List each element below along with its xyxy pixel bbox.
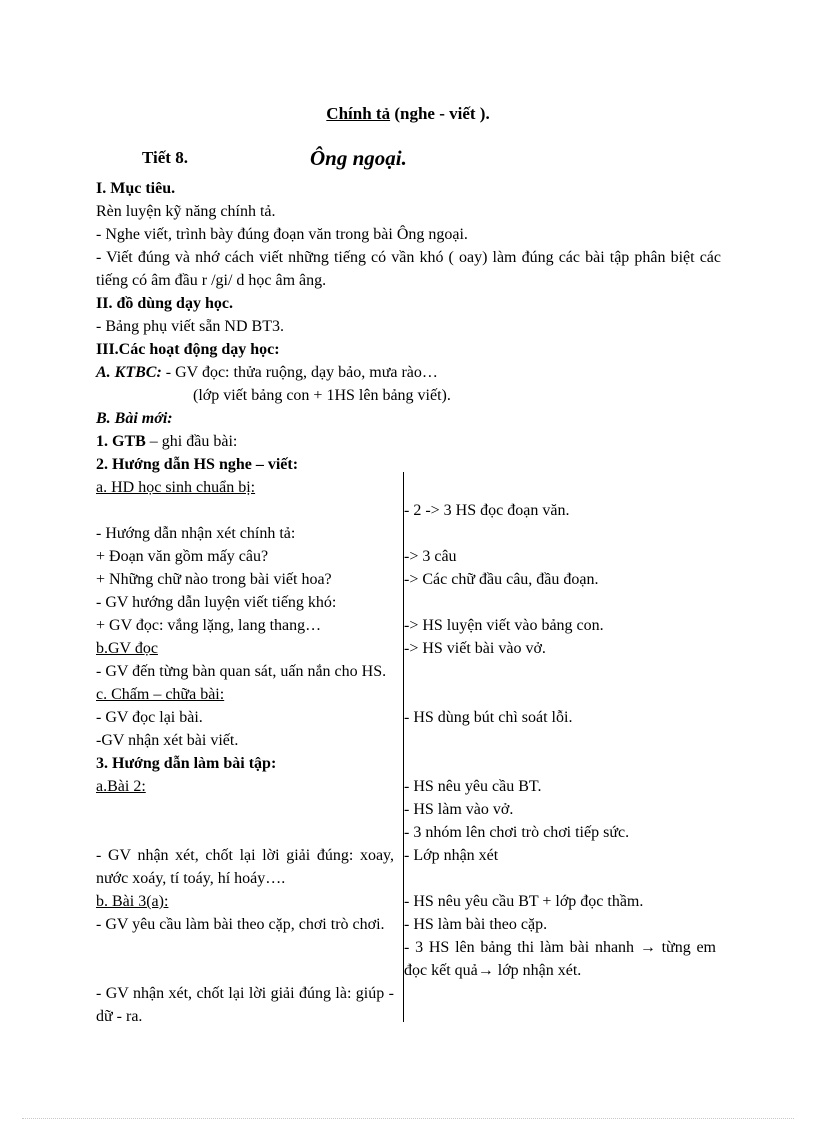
student-activity: - Lớp nhận xét <box>404 847 499 864</box>
page-footer-border <box>22 1118 794 1119</box>
table-row <box>96 821 716 844</box>
document-body <box>96 177 721 476</box>
student-activity: - HS nêu yêu cầu BT + lớp đọc thầm. <box>404 893 644 910</box>
goal-line: - Viết đúng và nhớ cách viết những tiếng có vần khó ( oay) làm đúng các bài tập phân biệt các tiếng có âm đầu r /gi/ d học âm âng. <box>96 249 721 289</box>
table-row <box>96 499 716 522</box>
ktbc-line <box>96 361 721 384</box>
lesson-number: Tiết 8. <box>142 148 188 167</box>
teacher-activity: + Đoạn văn gồm mấy câu? <box>96 548 269 565</box>
table-row <box>96 568 716 591</box>
table-row <box>96 637 716 660</box>
gtb-text: – ghi đầu bài: <box>145 433 238 450</box>
tools-line: - Bảng phụ viết sẵn ND BT3. <box>96 318 284 335</box>
new-lesson-heading: B. Bài mới: <box>96 410 173 427</box>
teacher-activity: - GV nhận xét, chốt lại lời giải đúng là: giúp - dữ - ra. <box>96 985 394 1025</box>
student-activity: - 3 nhóm lên chơi trò chơi tiếp sức. <box>404 824 630 841</box>
activity-table <box>96 476 716 1028</box>
teacher-activity: c. Chấm – chữa bài: <box>96 686 225 703</box>
ktbc-label: A. KTBC: <box>96 364 162 381</box>
student-activity: - HS dùng bút chì soát lỗi. <box>404 709 573 726</box>
teacher-activity: b. Bài 3(a): <box>96 893 169 910</box>
student-activity: -> 3 câu <box>404 548 457 565</box>
gtb-line <box>96 430 721 453</box>
student-activity <box>398 591 716 614</box>
teacher-activity: 3. Hướng dẫn làm bài tập: <box>96 755 277 772</box>
guide-heading: 2. Hướng dẫn HS nghe – viết: <box>96 456 299 473</box>
teacher-activity: a. HD học sinh chuẩn bị: <box>96 479 256 496</box>
table-row <box>96 683 716 706</box>
student-activity: -> HS viết bài vào vở. <box>404 640 546 657</box>
subject-suffix: (nghe - viết ). <box>390 104 490 123</box>
lesson-name: Ông ngoại. <box>310 146 407 170</box>
teacher-activity: - GV yêu cầu làm bài theo cặp, chơi trò chơi. <box>96 916 385 933</box>
table-row <box>96 890 716 913</box>
student-activity: - 2 -> 3 HS đọc đoạn văn. <box>404 502 570 519</box>
table-row <box>96 752 716 775</box>
teacher-activity: b.GV đọc <box>96 640 158 657</box>
activities-heading: III.Các hoạt động dạy học: <box>96 341 280 358</box>
table-row <box>96 476 716 499</box>
teacher-activity: - GV hướng dẫn luyện viết tiếng khó: <box>96 594 337 611</box>
student-activity: - HS làm vào vở. <box>404 801 514 818</box>
student-activity <box>398 522 716 545</box>
teacher-activity <box>96 798 398 821</box>
student-activity: - HS nêu yêu cầu BT. <box>404 778 542 795</box>
student-activity: -> HS luyện viết vào bảng con. <box>404 617 604 634</box>
table-row <box>96 775 716 798</box>
table-row <box>96 913 716 982</box>
teacher-activity: - GV nhận xét, chốt lại lời giải đúng: xoay, nước xoáy, tí toáy, hí hoáy…. <box>96 847 394 887</box>
teacher-activity: - Hướng dẫn nhận xét chính tả: <box>96 525 296 542</box>
goals-heading: I. Mục tiêu. <box>96 180 176 197</box>
ktbc-text: - GV đọc: thửa ruộng, dạy bảo, mưa rào… <box>161 364 438 381</box>
teacher-activity: -GV nhận xét bài viết. <box>96 732 239 749</box>
teacher-activity <box>96 821 398 844</box>
student-activity <box>398 476 716 499</box>
table-row <box>96 729 716 752</box>
student-activity <box>398 729 716 752</box>
teacher-activity: a.Bài 2: <box>96 778 146 795</box>
student-activity: -> Các chữ đầu câu, đầu đoạn. <box>404 571 599 588</box>
table-row <box>96 798 716 821</box>
table-row <box>96 591 716 614</box>
student-activity <box>398 660 716 683</box>
table-row <box>96 522 716 545</box>
tools-heading: II. đồ dùng dạy học. <box>96 295 233 312</box>
teacher-activity <box>96 499 398 522</box>
goal-line: - Nghe viết, trình bày đúng đoạn văn trong bài Ông ngoại. <box>96 226 468 243</box>
table-row <box>96 844 716 890</box>
page-title <box>0 104 816 124</box>
table-row <box>96 614 716 637</box>
student-activity <box>398 683 716 706</box>
table-row <box>96 706 716 729</box>
gtb-label: 1. GTB <box>96 433 146 450</box>
teacher-activity: - GV đọc lại bài. <box>96 709 203 726</box>
goal-line: Rèn luyện kỹ năng chính tả. <box>96 203 276 220</box>
student-activity <box>398 982 716 1028</box>
student-activity <box>398 752 716 775</box>
student-activity: - HS làm bài theo cặp. - 3 HS lên bảng thi làm bài nhanh → từng em đọc kết quả→ lớp nhận xét. <box>404 916 716 979</box>
table-row <box>96 982 716 1028</box>
subject-title: Chính tả <box>326 104 391 123</box>
table-row <box>96 545 716 568</box>
table-row <box>96 660 716 683</box>
ktbc-note: (lớp viết bảng con + 1HS lên bảng viết). <box>193 387 451 404</box>
teacher-activity: + Những chữ nào trong bài viết hoa? <box>96 571 332 588</box>
teacher-activity: - GV đến từng bàn quan sát, uấn nắn cho HS. <box>96 663 387 680</box>
teacher-activity: + GV đọc: vắng lặng, lang thang… <box>96 617 322 634</box>
